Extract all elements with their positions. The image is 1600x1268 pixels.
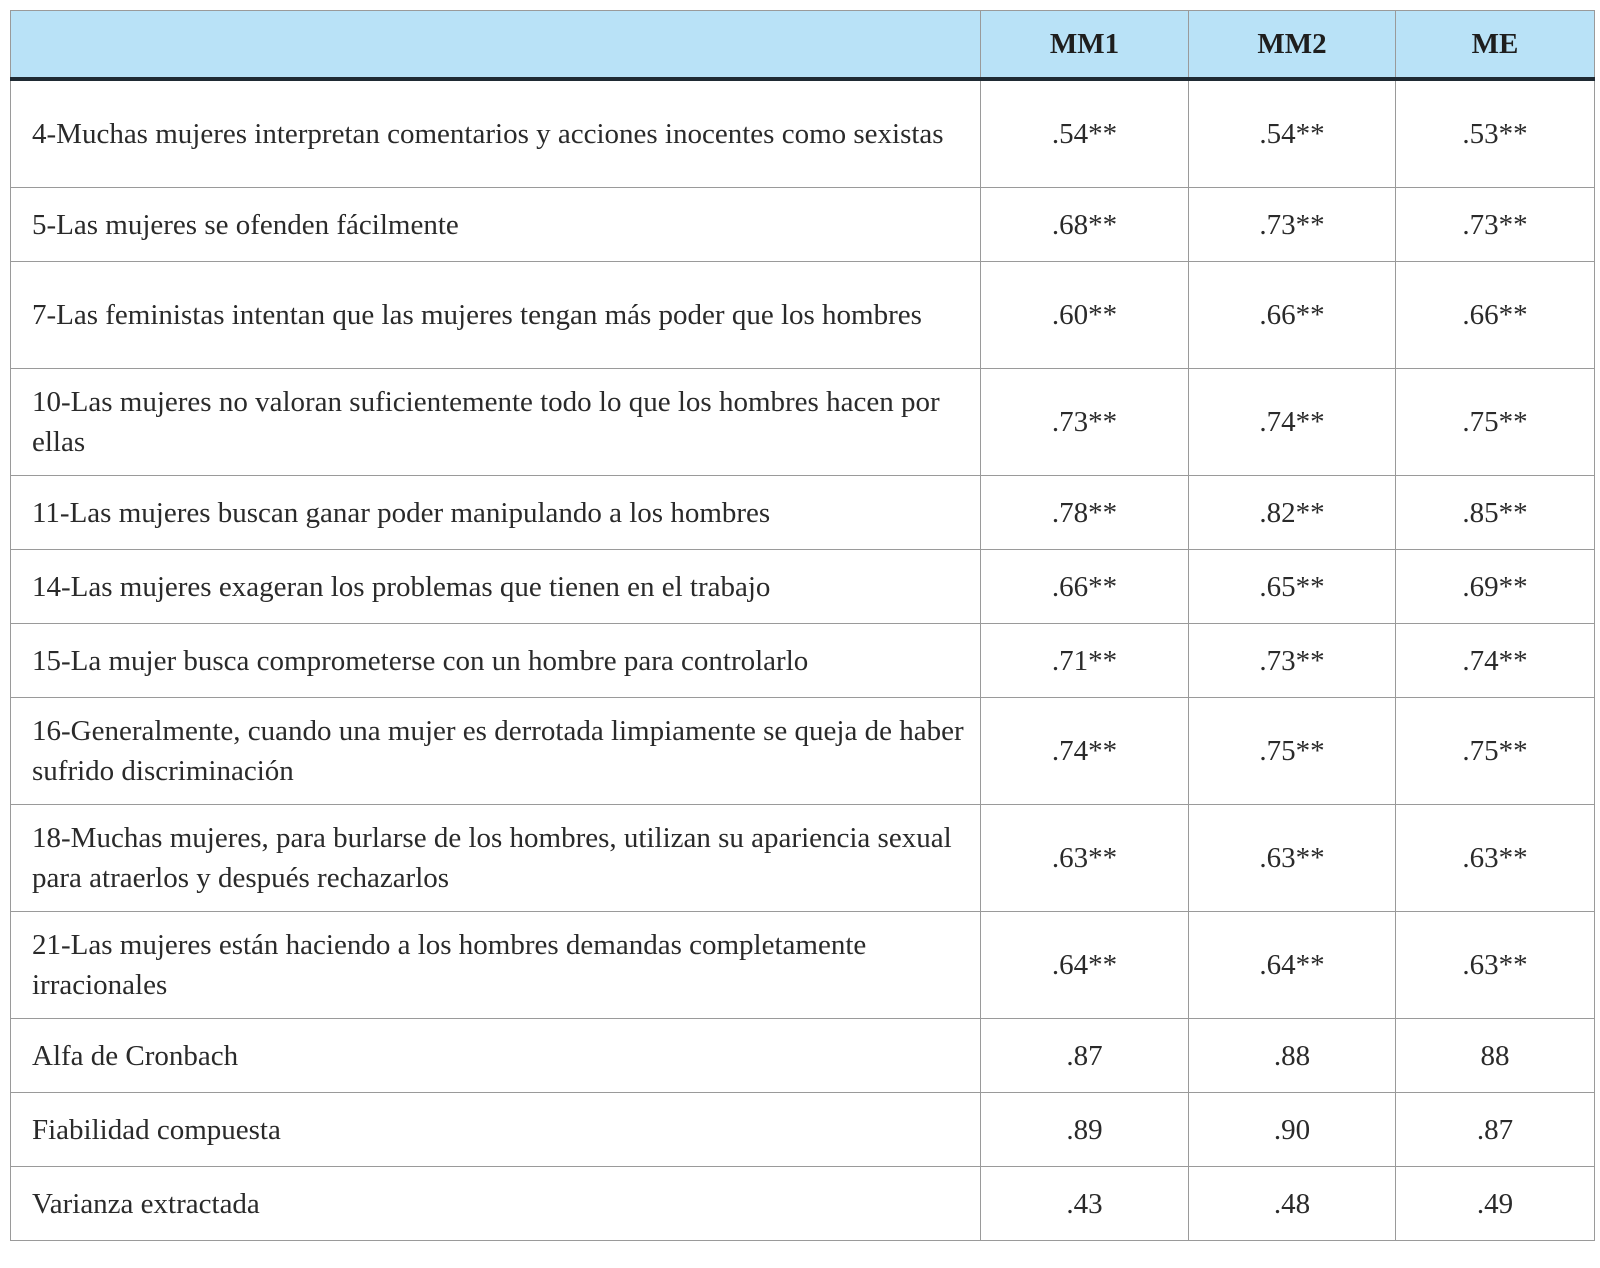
table-row bbox=[11, 188, 1595, 262]
item-cell: 11-Las mujeres buscan ganar poder manipulando a los hombres bbox=[11, 476, 981, 550]
item-cell: 10-Las mujeres no valoran suficientemente todo lo que los hombres hacen por ellas bbox=[11, 369, 981, 476]
mm1-cell: .54** bbox=[981, 79, 1189, 188]
mm2-cell: .73** bbox=[1189, 624, 1396, 698]
table-row bbox=[11, 624, 1595, 698]
item-cell: 4-Muchas mujeres interpretan comentarios y acciones inocentes como sexistas bbox=[11, 79, 981, 188]
table-row bbox=[11, 805, 1595, 912]
item-cell: 18-Muchas mujeres, para burlarse de los hombres, utilizan su apariencia sexual para atraerlos y después rechazarlos bbox=[11, 805, 981, 912]
table-row bbox=[11, 476, 1595, 550]
me-cell: .49 bbox=[1396, 1167, 1595, 1241]
me-cell: .53** bbox=[1396, 79, 1595, 188]
me-cell: .73** bbox=[1396, 188, 1595, 262]
me-cell: .63** bbox=[1396, 912, 1595, 1019]
me-cell: .85** bbox=[1396, 476, 1595, 550]
mm1-cell: .89 bbox=[981, 1093, 1189, 1167]
header-item bbox=[11, 11, 981, 80]
table-header bbox=[11, 11, 1595, 80]
mm2-cell: .73** bbox=[1189, 188, 1396, 262]
mm2-cell: .74** bbox=[1189, 369, 1396, 476]
mm2-cell: .66** bbox=[1189, 262, 1396, 369]
item-cell: Fiabilidad compuesta bbox=[11, 1093, 981, 1167]
table-row-variance-extracted bbox=[11, 1167, 1595, 1241]
table-row bbox=[11, 79, 1595, 188]
table-row bbox=[11, 262, 1595, 369]
factor-loadings-table-container bbox=[10, 10, 1594, 1241]
item-cell: 16-Generalmente, cuando una mujer es derrotada limpiamente se queja de haber sufrido discriminación bbox=[11, 698, 981, 805]
mm1-cell: .63** bbox=[981, 805, 1189, 912]
me-cell: .74** bbox=[1396, 624, 1595, 698]
mm2-cell: .82** bbox=[1189, 476, 1396, 550]
table-row bbox=[11, 550, 1595, 624]
header-me: ME bbox=[1396, 11, 1595, 80]
me-cell: .87 bbox=[1396, 1093, 1595, 1167]
item-cell: Varianza extractada bbox=[11, 1167, 981, 1241]
table-body bbox=[11, 79, 1595, 1241]
mm1-cell: .74** bbox=[981, 698, 1189, 805]
mm1-cell: .43 bbox=[981, 1167, 1189, 1241]
item-cell: 7-Las feministas intentan que las mujeres tengan más poder que los hombres bbox=[11, 262, 981, 369]
header-mm1: MM1 bbox=[981, 11, 1189, 80]
item-cell: 21-Las mujeres están haciendo a los hombres demandas completamente irracionales bbox=[11, 912, 981, 1019]
mm1-cell: .66** bbox=[981, 550, 1189, 624]
table-row-composite-reliability bbox=[11, 1093, 1595, 1167]
mm1-cell: .78** bbox=[981, 476, 1189, 550]
me-cell: .63** bbox=[1396, 805, 1595, 912]
mm2-cell: .54** bbox=[1189, 79, 1396, 188]
factor-loadings-table bbox=[10, 10, 1595, 1241]
item-cell: 15-La mujer busca comprometerse con un hombre para controlarlo bbox=[11, 624, 981, 698]
mm1-cell: .68** bbox=[981, 188, 1189, 262]
mm2-cell: .48 bbox=[1189, 1167, 1396, 1241]
header-row bbox=[11, 11, 1595, 80]
table-row bbox=[11, 912, 1595, 1019]
mm2-cell: .63** bbox=[1189, 805, 1396, 912]
mm1-cell: .87 bbox=[981, 1019, 1189, 1093]
item-cell: 14-Las mujeres exageran los problemas que tienen en el trabajo bbox=[11, 550, 981, 624]
mm2-cell: .64** bbox=[1189, 912, 1396, 1019]
mm1-cell: .71** bbox=[981, 624, 1189, 698]
mm1-cell: .64** bbox=[981, 912, 1189, 1019]
me-cell: .69** bbox=[1396, 550, 1595, 624]
mm2-cell: .75** bbox=[1189, 698, 1396, 805]
mm2-cell: .90 bbox=[1189, 1093, 1396, 1167]
me-cell: .66** bbox=[1396, 262, 1595, 369]
me-cell: 88 bbox=[1396, 1019, 1595, 1093]
table-row-cronbach-alpha bbox=[11, 1019, 1595, 1093]
me-cell: .75** bbox=[1396, 698, 1595, 805]
item-cell: 5-Las mujeres se ofenden fácilmente bbox=[11, 188, 981, 262]
me-cell: .75** bbox=[1396, 369, 1595, 476]
header-mm2: MM2 bbox=[1189, 11, 1396, 80]
table-row bbox=[11, 369, 1595, 476]
table-row bbox=[11, 698, 1595, 805]
item-cell: Alfa de Cronbach bbox=[11, 1019, 981, 1093]
mm2-cell: .88 bbox=[1189, 1019, 1396, 1093]
mm2-cell: .65** bbox=[1189, 550, 1396, 624]
mm1-cell: .73** bbox=[981, 369, 1189, 476]
mm1-cell: .60** bbox=[981, 262, 1189, 369]
